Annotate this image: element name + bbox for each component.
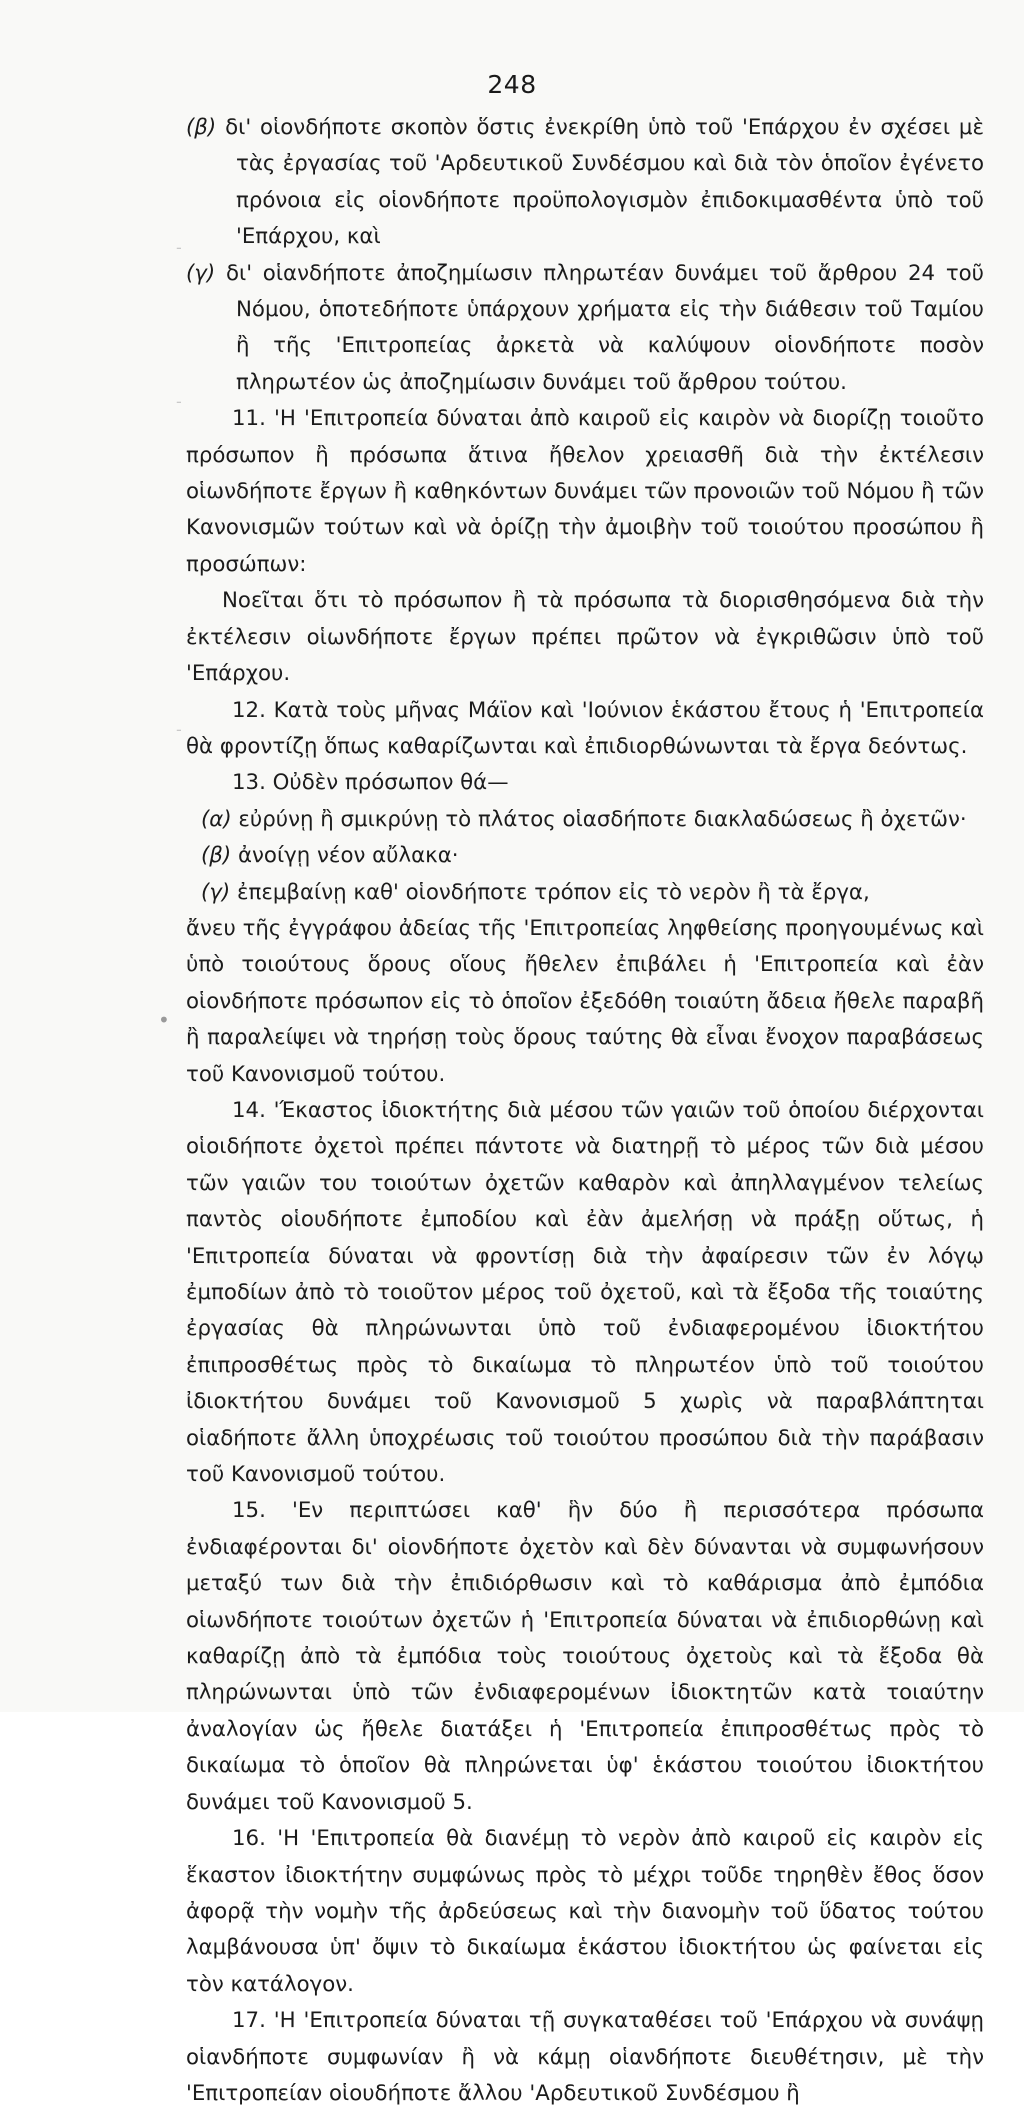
clause-label: (α)	[201, 806, 232, 832]
clause-b	[186, 110, 984, 256]
regulation-11-proviso: Νοεῖται ὅτι τὸ πρόσωπον ἢ τὰ πρόσωπα τὰ διορισθησόμενα διὰ τὴν ἐκτέλεσιν οἱωνδήποτε ἔργων πρέπει πρῶτον νὰ ἐγκριθῶσιν ὑπὸ τοῦ 'Επάρχου.	[186, 588, 984, 687]
clause-text: δι' οἱονδήποτε σκοπὸν ὅστις ἐνεκρίθη ὑπὸ τοῦ 'Επάρχου ἐν σχέσει μὲ τὰς ἐργασίας τοῦ 'Αρδευτικοῦ Συνδέσμου καὶ διὰ τὸν ὁποῖον ἐγένετο πρόνοια εἰς οἱονδήποτε προϋπολογισμὸν ἐπιδοκιμασθέντα ὑπὸ τοῦ 'Επάρχου, καὶ	[216, 115, 984, 250]
clause-text: ἐπεμβαίνῃ καθ' οἱονδήποτε τρόπον εἰς τὸ νερὸν ἢ τὰ ἔργα,	[230, 879, 870, 905]
clause-text: ἀνοίγῃ νέον αὔλακα·	[231, 843, 459, 869]
scan-mark: -	[176, 238, 182, 257]
clause-text: εὐρύνῃ ἢ σμικρύνῃ τὸ πλάτος οἱασδήποτε διακλαδώσεως ἢ ὀχετῶν·	[231, 806, 967, 832]
regulation-13-clause-b	[186, 838, 984, 874]
regulation-13: 13. Οὐδὲν πρόσωπον θά—	[232, 770, 509, 796]
scan-dot-mark: •	[158, 1008, 170, 1032]
clause-label: (γ)	[201, 879, 231, 905]
clause-label: (β)	[186, 115, 217, 140]
regulation-13-continuation: ἄνευ τῆς ἐγγράφου ἀδείας τῆς 'Επιτροπείας ληφθείσης προηγουμένως καὶ ὑπὸ τοιούτους ὅρους οἵους ἤθελεν ἐπιβάλει ἡ 'Επιτροπεία καὶ ἐὰν οἱονδήποτε πρόσωπον εἰς τὸ ὁποῖον ἐξεδόθη τοιαύτη ἄδεια ἤθελε παραβῆ ἢ παραλείψει νὰ τηρήσῃ τοὺς ὅρους ταύτης θὰ εἶναι ἔνοχον παραβάσεως τοῦ Κανονισμοῦ τούτου.	[186, 915, 984, 1087]
regulation-13-clause-a	[186, 802, 984, 838]
regulation-13-clause-c	[186, 875, 984, 911]
clause-text: δι' οἱανδήποτε ἀποζημίωσιν πληρωτέαν δυνάμει τοῦ ἄρθρου 24 τοῦ Νόμου, ὁποτεδήποτε ὑπάρχουν χρήματα εἰς τὴν διάθεσιν τοῦ Ταμίου ἢ τῆς 'Επιτροπείας ἀρκετὰ νὰ καλύψουν οἱονδήποτε ποσὸν πληρωτέον ὡς ἀποζημίωσιν δυνάμει τοῦ ἄρθρου τούτου.	[215, 260, 984, 395]
regulation-16: 16. 'Η 'Επιτροπεία θὰ διανέμῃ τὸ νερὸν ἀπὸ καιροῦ εἰς καιρὸν εἰς ἕκαστον ἰδιοκτήτην συμφώνως πρὸς τὸ μέχρι τοῦδε τηρηθὲν ἔθος ὅσον ἀφορᾷ τὴν νομὴν τῆς ἀρδεύσεως καὶ τὴν διανομὴν τοῦ ὕδατος τούτου λαμβάνουσα ὑπ' ὄψιν τὸ δικαίωμα ἑκάστου ἰδιοκτήτου ὡς φαίνεται εἰς τὸν κατάλογον.	[186, 1826, 984, 1997]
regulation-14: 14. 'Έκαστος ἰδιοκτήτης διὰ μέσου τῶν γαιῶν τοῦ ὁποίου διέρχονται οἱοιδήποτε ὀχετοὶ πρέπει πάντοτε νὰ διατηρῇ τὸ μέρος τῶν διὰ μέσου τῶν γαιῶν του τοιούτων ὀχετῶν καθαρὸν καὶ ἀπηλλαγμένον τελείως παντὸς οἱουδήποτε ἐμποδίου καὶ ἐὰν ἀμελήσῃ νὰ πράξῃ οὕτως, ἡ 'Επιτροπεία δύναται νὰ φροντίσῃ διὰ τὴν ἀφαίρεσιν τῶν ἐν λόγῳ ἐμποδίων ἀπὸ τὸ τοιοῦτον μέρος τοῦ ὀχετοῦ, καὶ τὰ ἔξοδα τῆς τοιαύτης ἐργασίας θὰ πληρώνωνται ὑπὸ τοῦ ἐνδιαφερομένου ἰδιοκτήτου ἐπιπροσθέτως πρὸς τὸ δικαίωμα τὸ πληρωτέον ὑπὸ τοῦ τοιούτου ἰδιοκτήτου δυνάμει τοῦ Κανονισμοῦ 5 χωρὶς νὰ παραβλάπτηται οἱαδήποτε ἄλλη ὑποχρέωσις τοῦ τοιούτου προσώπου διὰ τὴν παράβασιν τοῦ Κανονισμοῦ τούτου.	[186, 1097, 984, 1488]
scan-mark: -	[176, 720, 182, 739]
regulation-12: 12. Κατὰ τοὺς μῆνας Μάϊον καὶ 'Ιούνιον ἑκάστου ἔτους ἡ 'Επιτροπεία θὰ φροντίζῃ ὅπως καθαρίζωνται καὶ ἐπιδιορθώνωνται τὰ ἔργα δεόντως.	[186, 697, 984, 759]
scan-mark: -	[176, 392, 182, 411]
clause-label: (β)	[201, 843, 232, 869]
document-body	[186, 110, 984, 2112]
clause-c	[186, 256, 984, 402]
regulation-17: 17. 'Η 'Επιτροπεία δύναται τῇ συγκαταθέσει τοῦ 'Επάρχου νὰ συνάψῃ οἱανδήποτε συμφωνίαν ἢ νὰ κάμῃ οἱανδήποτε διευθέτησιν, μὲ τὴν 'Επιτροπείαν οἱουδήποτε ἄλλου 'Αρδευτικοῦ Συνδέσμου ἢ	[186, 2008, 984, 2106]
clause-label: (γ)	[186, 260, 216, 286]
regulation-15: 15. 'Εν περιπτώσει καθ' ἣν δύο ἢ περισσότερα πρόσωπα ἐνδιαφέρονται δι' οἱονδήποτε ὀχετὸν καὶ δὲν δύνανται νὰ συμφωνήσουν μεταξύ των διὰ τὴν ἐπιδιόρθωσιν καὶ τὸ καθάρισμα ἀπὸ ἐμπόδια οἱωνδήποτε τοιούτων ὀχετῶν ἡ 'Επιτροπεία δύναται νὰ ἐπιδιορθώνῃ καὶ καθαρίζῃ ἀπὸ τὰ ἐμπόδια τοὺς τοιούτους ὀχετοὺς καὶ τὰ ἔξοδα θὰ πληρώνωνται ὑπὸ τῶν ἐνδιαφερομένων ἰδιοκτητῶν κατὰ τοιαύτην ἀναλογίαν ὡς ἤθελε διατάξει ἡ 'Επιτροπεία ἐπιπροσθέτως πρὸς τὸ δικαίωμα τὸ ὁποῖον θὰ πληρώνεται ὑφ' ἑκάστου τοιούτου ἰδιοκτήτου δυνάμει τοῦ Κανονισμοῦ 5.	[186, 1498, 984, 1815]
regulation-11: 11. 'Η 'Επιτροπεία δύναται ἀπὸ καιροῦ εἰς καιρὸν νὰ διορίζῃ τοιοῦτο πρόσωπον ἢ πρόσωπα ἅτινα ἤθελον χρειασθῆ διὰ τὴν ἐκτέλεσιν οἱωνδήποτε ἔργων ἢ καθηκόντων δυνάμει τῶν προνοιῶν τοῦ Νόμου ἢ τῶν Κανονισμῶν τούτων καὶ νὰ ὁρίζῃ τὴν ἀμοιβὴν τοῦ τοιούτου προσώπου ἢ προσώπων:	[186, 406, 984, 577]
page-number: 248	[487, 70, 537, 99]
